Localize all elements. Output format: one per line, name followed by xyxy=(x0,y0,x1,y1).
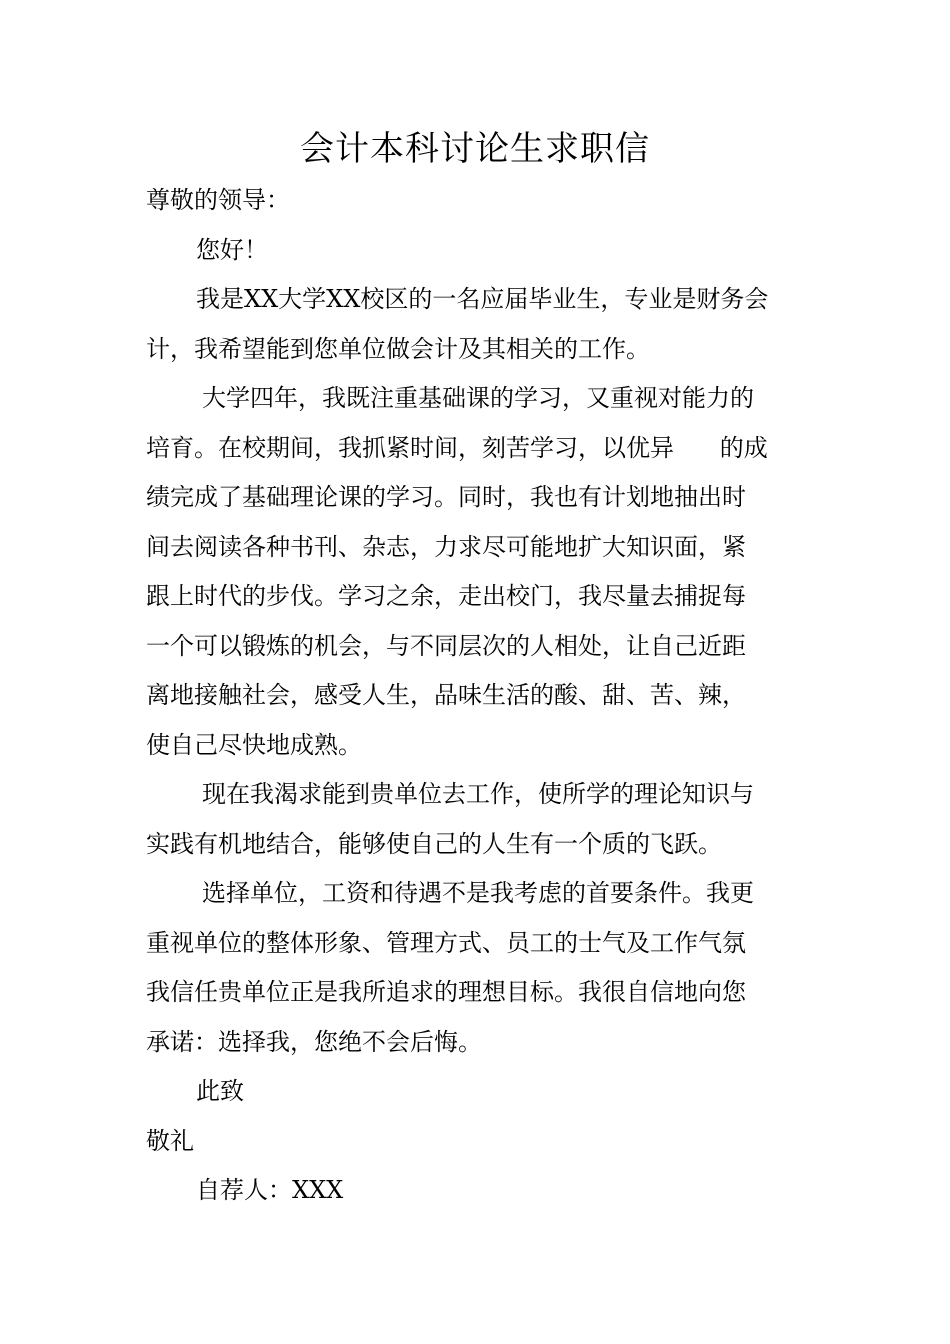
paragraph-line: 实践有机地结合，能够使自己的人生有一个质的飞跃。 xyxy=(146,829,722,858)
paragraph-line: 重视单位的整体形象、管理方式、员工的士气及工作气氛 xyxy=(146,928,746,957)
paragraph-line: 计，我希望能到您单位做会计及其相关的工作。 xyxy=(146,334,650,363)
paragraph-line: 选择单位，工资和待遇不是我考虑的首要条件。我更 xyxy=(202,879,754,907)
signature: 自荐人：XXX xyxy=(196,1176,344,1204)
paragraph-3 xyxy=(146,770,808,869)
paragraph-line: 培育。在校期间，我抓紧时间，刻苦学习，以优异 的成 xyxy=(146,433,768,462)
salutation: 尊敬的领导： xyxy=(146,186,290,214)
paragraph-line: 使自己尽快地成熟。 xyxy=(146,730,362,759)
paragraph-4 xyxy=(146,869,808,1067)
paragraph-2 xyxy=(146,374,808,770)
paragraph-line: 绩完成了基础理论课的学习。同时，我也有计划地抽出时 xyxy=(146,483,746,511)
paragraph-line: 一个可以锻炼的机会，与不同层次的人相处，让自己近距 xyxy=(146,631,746,660)
page-title: 会计本科讨论生求职信 xyxy=(300,129,650,169)
paragraph-line: 跟上时代的步伐。学习之余，走出校门，我尽量去捕捉每 xyxy=(146,582,746,610)
paragraph-line: 我信任贵单位正是我所追求的理想目标。我很自信地向您 xyxy=(146,978,746,1006)
paragraph-line: 现在我渴求能到贵单位去工作，使所学的理论知识与 xyxy=(202,780,754,808)
paragraph-line: 间去阅读各种书刊、杂志，力求尽可能地扩大知识面，紧 xyxy=(146,532,746,561)
paragraph-line: 大学四年，我既注重基础课的学习，又重视对能力的 xyxy=(202,384,754,412)
letter-body xyxy=(146,176,808,1216)
paragraph-line: 承诺：选择我，您绝不会后悔。 xyxy=(146,1027,482,1056)
regards: 敬礼 xyxy=(146,1126,194,1155)
paragraph-line: 离地接触社会，感受人生，品味生活的酸、甜、苦、辣， xyxy=(146,681,746,709)
greeting: 您好！ xyxy=(196,235,268,264)
paragraph-line: 我是XX大学XX校区的一名应届毕业生，专业是财务会 xyxy=(196,285,769,313)
closing: 此致 xyxy=(196,1077,244,1105)
paragraph-1 xyxy=(146,275,808,374)
